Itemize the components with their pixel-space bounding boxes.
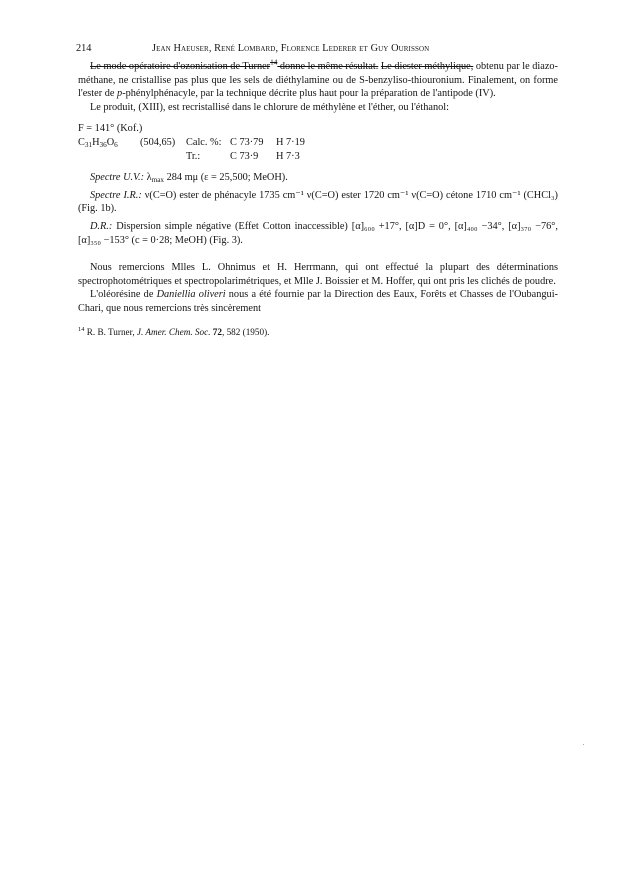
page-number: 214 [76, 43, 92, 54]
paragraph-text-2: -phénylphénacyle, par la technique décrite plus haut pour la préparation de l'antipode (IV). [122, 88, 496, 100]
melting-point: F = 141° (Kof.) [78, 123, 143, 135]
ack-paragraph-2: L'oléorésine de Daniellia oliveri nous a été fournie par la Direction des Eaux, Forêts et Chasses de l'Oubangui-Chari, que nous remercions très sincèrement [78, 289, 558, 314]
calc-label: Calc. %: [186, 136, 222, 148]
footnote-ref: 14 [270, 58, 278, 67]
molecular-formula: $C_{31}H_{36}O_6$ [78, 136, 118, 149]
found-label: Tr.: [186, 150, 201, 162]
dr-spectrum: D.R.: Dispersion simple négative (Effet Cotton inaccessible) [α]₆₀₀ +17°, [α]D = 0°, [α]₄₀₀ −34°, [α]₃₇₀ −76°, [α]₃₅₀ −153° (c = 0·28; MeOH) (Fig. 3). [78, 220, 558, 246]
para-prefix: p [117, 88, 123, 100]
found-carbon: C 73·9 [230, 150, 259, 162]
document-page [78, 42, 558, 339]
paragraph-ozonisation [78, 60, 558, 101]
uv-spectrum: Spectre U.V.: $\lambda_{max}$ 284 mμ (ε = 25,500; MeOH). [90, 172, 288, 185]
paragraph-product: Le produit, (XIII), est recristallisé dans le chlorure de méthylène et l'éther, ou l'éthanol: [90, 101, 449, 113]
acknowledgements [78, 261, 558, 315]
calc-hydrogen: H 7·19 [276, 136, 305, 148]
molecular-mass: (504,65) [140, 136, 176, 148]
speck-mark [583, 744, 584, 745]
ir-spectrum: Spectre I.R.: ν(C=O) ester de phénacyle 1735 cm⁻¹ ν(C=O) ester 1720 cm⁻¹ ν(C=O) cétone 1710 cm⁻¹ (CHCl₃) (Fig. 1b). [78, 189, 558, 215]
struck-text-end: donne le même résultat. [277, 61, 379, 72]
running-title: Jean Haeuser, René Lombard, Florence Lederer et Guy Ourisson [152, 43, 430, 54]
ack-paragraph-1: Nous remercions Mlles L. Ohnimus et H. Herrmann, qui ont effectué la plupart des déterminations spectrophotométriques et spectropolarimétriques, et Mlle J. Boissier et M. Hoffer, qui ont pris les clichés de poudre. [78, 262, 558, 287]
struck-text: Le mode opératoire d'ozonisation de Turner [90, 61, 271, 72]
calc-carbon: C 73·79 [230, 136, 264, 148]
struck-diester: Le diester méthylique, [380, 61, 474, 72]
found-hydrogen: H 7·3 [276, 150, 300, 162]
footnote: $^{14}$ R. B. Turner, J. Amer. Chem. Soc. 72, 582 (1950). [78, 325, 270, 337]
formula-block [78, 122, 558, 163]
found-row [78, 150, 558, 164]
paragraph-text: obtenu par le diazo-méthane, ne cristallise pas plus que les sels de diéthylamine ou de S-benzyliso-thiouronium. Finalement, on forme l'ester de [78, 61, 558, 100]
calc-row [78, 136, 558, 150]
page-header [78, 42, 558, 60]
spectra-block [78, 171, 558, 247]
